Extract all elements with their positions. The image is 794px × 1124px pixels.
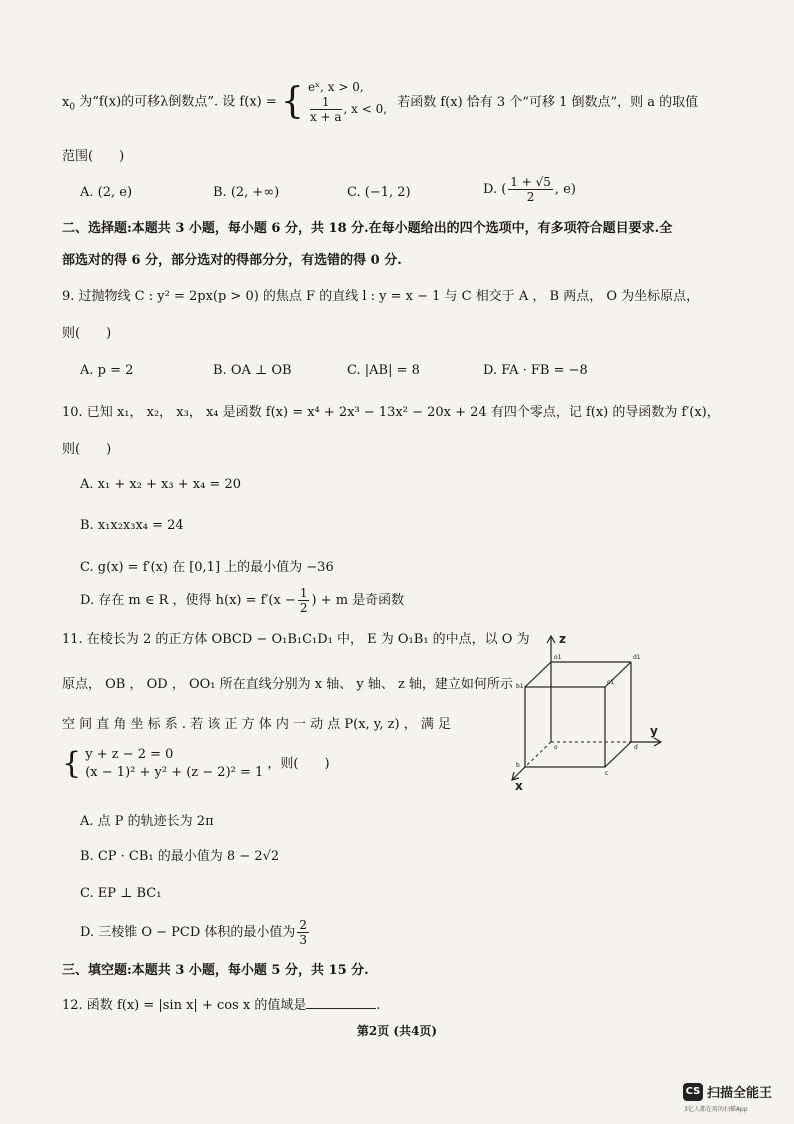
q11-option-c: C. EP ⊥ BC₁ (80, 886, 162, 901)
q8-option-d: D. ( $\frac{1 + √5}{2}$ , e) (483, 175, 576, 204)
fig-axis-y: y (650, 724, 658, 738)
fig-label-b: b (516, 762, 520, 769)
q11-line3: 空 间 直 角 坐 标 系 . 若 该 正 方 体 内 一 动 点 P(x, y, z) ， 满 足 (62, 717, 451, 732)
q10-then: 则( ) (62, 442, 112, 457)
fig-label-d: d (634, 744, 638, 751)
q11-line1: 11. 在棱长为 2 的正方体 OBCD − O₁B₁C₁D₁ 中， E 为 O₁B₁ 的中点，以 O 为 (62, 632, 530, 647)
q11-eq2: (x − 1)² + y² + (z − 2)² = 1 (85, 765, 264, 780)
q8-option-c: C. (−1, 2) (347, 185, 411, 200)
q12-answer-blank (306, 996, 376, 1009)
watermark-subtitle: 3亿人都在用的扫描App (684, 1106, 748, 1113)
q10-option-a: A. x₁ + x₂ + x₃ + x₄ = 20 (80, 477, 241, 492)
q8-text2: 若函数 f(x) 恰有 3 个“可移 1 倒数点”，则 a 的取值 (397, 94, 699, 110)
q8-lead-var: $x_0$ (62, 94, 76, 113)
q10-stem: 10. 已知 x₁， x₂， x₃， x₄ 是函数 f(x) = x⁴ + 2x³ − 13x² − 20x + 24 有四个零点，记 f(x) 的导函数为 f′(x)， (62, 405, 720, 420)
q10-option-b: B. x₁x₂x₃x₄ = 24 (80, 518, 184, 533)
section2-heading-line1: 二、选择题:本题共 3 小题，每小题 6 分，共 18 分.在每小题给出的四个选项中，有多项符合题目要求.全 (62, 221, 673, 236)
q8-option-b: B. (2, +∞) (213, 185, 280, 200)
fig-label-o: o (554, 744, 558, 751)
q9-option-c: C. |AB| = 8 (347, 363, 420, 378)
q11-option-a: A. 点 P 的轨迹长为 2π (80, 814, 214, 829)
q9-then: 则( ) (62, 326, 112, 341)
fig-label-c: c (605, 770, 609, 777)
piece-2: $\frac{1}{x + a}$ , x < 0, (309, 95, 388, 124)
q9-option-a: A. p = 2 (80, 363, 134, 378)
watermark-brand: 扫描全能王 (707, 1086, 773, 1101)
q8-option-a: A. (2, e) (80, 185, 133, 200)
q11-eq1: y + z − 2 = 0 (85, 747, 174, 762)
fig-label-c1: c1 (607, 679, 615, 686)
q8-text1: 为“f(x)的可移λ倒数点”. 设 f(x) = (79, 94, 277, 110)
fig-axis-z: z (559, 632, 566, 646)
fig-label-b1: b1 (516, 683, 524, 690)
q9-option-d: D. FA · FB = −8 (483, 363, 588, 378)
section3-heading: 三、填空题:本题共 3 小题，每小题 5 分，共 15 分. (62, 963, 369, 978)
q11-option-d: D. 三棱锥 O − PCD 体积的最小值为 $\frac{2}{3}$ (80, 918, 308, 947)
q9-option-b: B. OA ⊥ OB (213, 363, 292, 378)
cube-coordinate-figure (505, 632, 665, 792)
q11-then: ，则( ) (267, 756, 330, 772)
q12-line: 12. 函数 f(x) = |sin x| + cos x 的值域是 . (62, 998, 381, 1013)
page-footer: 第2页 (共4页) (356, 1024, 438, 1038)
section2-heading-line2: 部选对的得 6 分，部分选对的得部分分，有选错的得 0 分. (62, 253, 402, 268)
piecewise-brace: { (280, 81, 304, 122)
scanner-watermark (683, 1081, 772, 1101)
fig-label-o1: o1 (554, 654, 562, 661)
camscanner-logo-icon: CS (683, 1083, 703, 1101)
q10-option-d: D. 存在 m ∈ R ，使得 h(x) = f′(x − $\frac{1}{2}$ ) + m 是奇函数 (80, 586, 405, 615)
piece-1: eˣ, x > 0, (307, 80, 364, 94)
q9-stem: 9. 过抛物线 C : y² = 2px(p > 0) 的焦点 F 的直线 l : y = x − 1 与 C 相交于 A ， B 两点， O 为坐标原点， (62, 289, 700, 304)
q11-option-b: B. CP · CB₁ 的最小值为 8 − 2√2 (80, 849, 280, 864)
q11-line2: 原点， OB ， OD ， OO₁ 所在直线分别为 x 轴、 y 轴、 z 轴，建立如何所示 (62, 677, 513, 692)
fig-label-d1: d1 (633, 654, 641, 661)
q10-option-c: C. g(x) = f′(x) 在 [0,1] 上的最小值为 −36 (80, 560, 334, 575)
q8-definition-line (62, 80, 698, 124)
piecewise-function (308, 80, 387, 124)
q11-system: { y + z − 2 = 0 (x − 1)² + y² + (z − 2)² = 1 ，则( ) (62, 746, 330, 781)
q8-range-line: 范围( ) (62, 149, 125, 164)
fig-axis-x: x (515, 779, 523, 792)
